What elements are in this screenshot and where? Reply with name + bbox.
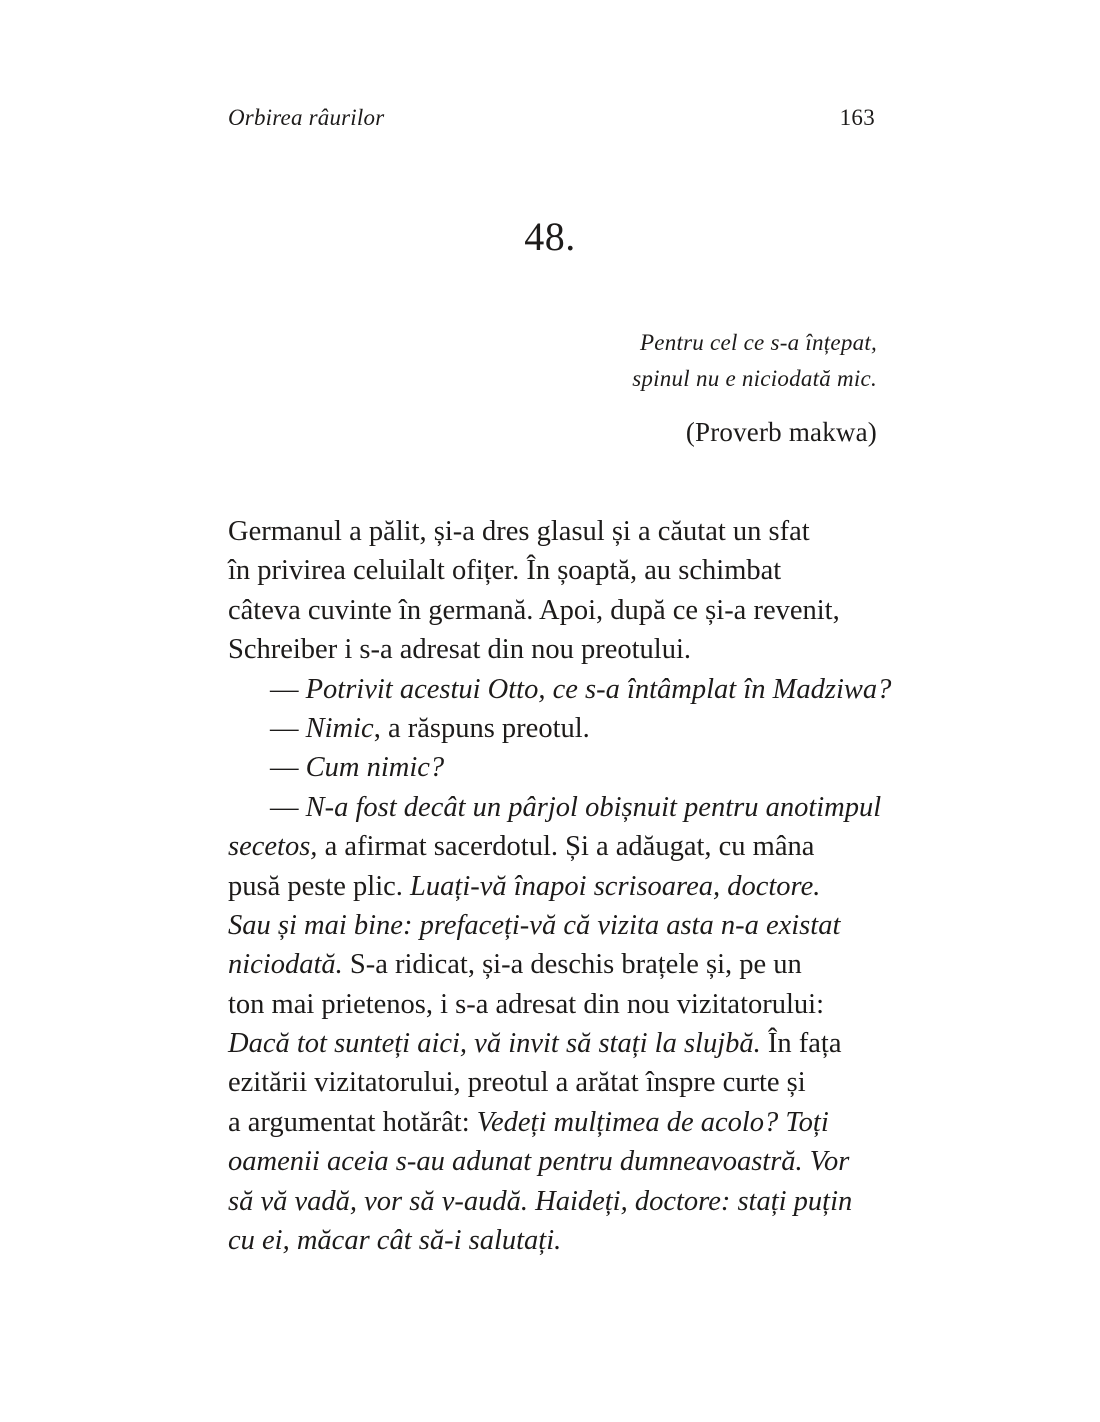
epigraph-line: spinul nu e niciodată mic. — [632, 366, 877, 391]
italic-run: să vă vadă, vor să v-audă. Haideți, doctore: stați puțin — [228, 1185, 853, 1217]
text-line — [228, 630, 876, 669]
text-line — [228, 748, 876, 787]
italic-run: Dacă tot sunteți aici, vă invit să stați la slujbă. — [228, 1028, 761, 1060]
roman-run: pusă peste plic. — [228, 870, 411, 902]
italic-run: cu ei, măcar cât să-i salutați. — [228, 1225, 562, 1257]
italic-run: Nimic — [305, 712, 374, 744]
roman-run: , a răspuns preotul. — [373, 712, 590, 744]
text-line — [228, 709, 876, 748]
text-line — [228, 1063, 876, 1102]
roman-run: — — [270, 712, 306, 744]
epigraph-line: Pentru cel ce s-a înțepat, — [639, 330, 877, 355]
running-head — [228, 105, 875, 139]
roman-run: — — [270, 791, 306, 823]
running-head-title: Orbirea râurilor — [228, 105, 385, 130]
text-line — [228, 551, 876, 590]
roman-run: — — [270, 673, 306, 705]
text-line — [228, 788, 882, 827]
roman-run: În fața — [760, 1028, 842, 1060]
page-number: 163 — [839, 105, 875, 130]
roman-run: a afirmat sacerdotul. Și a adăugat, cu mâna — [317, 831, 815, 863]
text-line — [228, 985, 876, 1024]
text-line — [228, 906, 876, 945]
text-line — [228, 1221, 876, 1260]
italic-run: N-a fost decât un pârjol obișnuit pentru anotimpul — [305, 791, 882, 823]
body-text — [228, 512, 892, 1260]
text-line — [228, 945, 876, 984]
italic-run: secetos, — [228, 831, 318, 863]
text-line — [228, 670, 892, 709]
roman-run: S-a ridicat, și-a deschis brațele și, pe un — [342, 949, 802, 981]
italic-run: Potrivit acestui Otto, ce s-a întâmplat în Madziwa? — [305, 673, 892, 705]
chapter-number: 48. — [524, 214, 576, 259]
text-line — [228, 1024, 876, 1063]
text-line — [228, 512, 876, 551]
text-line — [228, 867, 876, 906]
roman-run: ton mai prietenos, i s-a adresat din nou vizitatorului: — [228, 988, 824, 1020]
roman-run: ezitării vizitatorului, preotul a arătat înspre curte și — [228, 1067, 806, 1099]
roman-run: — — [270, 752, 306, 784]
text-line — [228, 1142, 876, 1181]
roman-run: Schreiber i s-a adresat din nou preotului. — [228, 634, 691, 666]
roman-run: câteva cuvinte în germană. Apoi, după ce și-a revenit, — [228, 594, 840, 626]
italic-run: niciodată. — [228, 949, 343, 981]
epigraph-source: (Proverb makwa) — [685, 417, 877, 447]
text-line — [228, 1182, 876, 1221]
italic-run: Vedeți mulțimea de acolo? Toți — [476, 1106, 829, 1138]
italic-run: Luați-vă înapoi scrisoarea, doctore. — [410, 870, 821, 902]
italic-run: oamenii aceia s-au adunat pentru dumneavoastră. Vor — [228, 1146, 850, 1178]
text-line — [228, 591, 876, 630]
italic-run: Sau și mai bine: prefaceți-vă că vizita asta n-a existat — [228, 909, 841, 941]
italic-run: Cum nimic? — [305, 752, 445, 784]
epigraph — [447, 325, 877, 397]
text-line — [228, 827, 876, 866]
text-line — [228, 1103, 876, 1142]
roman-run: Germanul a pălit, și-a dres glasul și a căutat un sfat — [228, 516, 810, 547]
roman-run: a argumentat hotărât: — [228, 1106, 477, 1138]
roman-run: în privirea celuilalt ofițer. În șoaptă, au schimbat — [228, 555, 782, 587]
